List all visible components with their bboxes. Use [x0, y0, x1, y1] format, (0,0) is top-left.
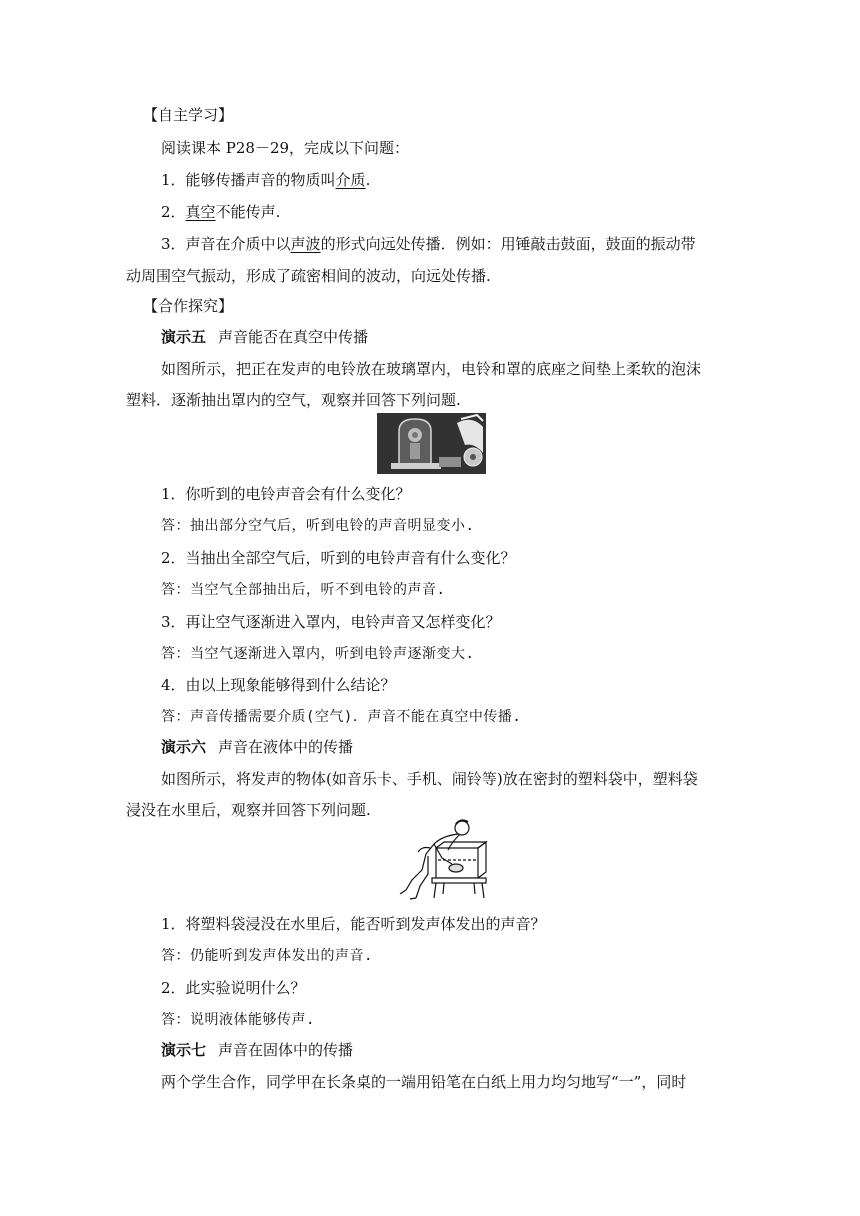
demo6-answer-2: 答：说明液体能够传声.	[161, 1012, 315, 1028]
demo6-answer-1: 答：仍能听到发声体发出的声音.	[161, 948, 373, 964]
demo5-answer-2: 答：当空气全部抽出后，听不到电铃的声音.	[161, 582, 446, 598]
self-study-intro: 阅读课本 P28－29，完成以下问题：	[161, 139, 410, 157]
answer-blank: 介质	[335, 171, 366, 189]
demo5-question-1: 1．你听到的电铃声音会有什么变化？	[161, 485, 411, 503]
self-study-heading: 【自主学习】	[143, 106, 234, 124]
demo7-title: 声音在固体中的传播	[218, 1041, 354, 1059]
demo6-desc-2: 浸没在水里后，观察并回答下列问题.	[126, 801, 371, 819]
question-text-end: .	[365, 171, 371, 189]
demo5-desc-1: 如图所示，把正在发声的电铃放在玻璃罩内，电铃和罩的底座之间垫上柔软的泡沫	[161, 360, 702, 378]
demo6-label: 演示六	[161, 738, 207, 756]
demo5-label: 演示五	[161, 328, 207, 346]
question-text-end: 不能传声.	[215, 203, 281, 221]
demo6-desc-1: 如图所示，将发声的物体(如音乐卡、手机、闹铃等)放在密封的塑料袋中，塑料袋	[161, 770, 698, 788]
self-study-question-3-cont: 动周围空气振动，形成了疏密相间的波动，向远处传播.	[126, 267, 491, 285]
water-tank-illustration	[398, 818, 490, 900]
demo7-heading	[161, 1040, 353, 1060]
bell-jar-photo	[377, 413, 486, 474]
demo5-answer-1: 答：抽出部分空气后，听到电铃的声音明显变小.	[161, 518, 475, 534]
demo5-answer-3: 答：当空气逐渐进入罩内，听到电铃声逐渐变大.	[161, 646, 475, 662]
question-text: 3．声音在介质中以	[161, 235, 291, 253]
demo5-answer-4: 答：声音传播需要介质(空气)．声音不能在真空中传播.	[161, 709, 522, 725]
coop-heading: 【合作探究】	[143, 297, 234, 315]
question-text-end: 的形式向远处传播．例如：用锤敲击鼓面，鼓面的振动带	[320, 235, 696, 253]
question-text: 1．能够传播声音的物质叫	[161, 171, 336, 189]
question-number: 2．	[161, 203, 186, 221]
demo6-question-1: 1．将塑料袋浸没在水里后，能否听到发声体发出的声音？	[161, 915, 546, 933]
answer-blank: 声波	[290, 235, 321, 253]
self-study-question-1	[161, 170, 370, 190]
demo5-question-2: 2．当抽出全部空气后，听到的电铃声音有什么变化？	[161, 549, 516, 567]
demo5-heading	[161, 327, 368, 347]
demo7-desc-1: 两个学生合作，同学甲在长条桌的一端用铅笔在白纸上用力均匀地写“一”，同时	[161, 1073, 687, 1091]
demo5-desc-2: 塑料．逐渐抽出罩内的空气，观察并回答下列问题.	[126, 391, 461, 409]
self-study-question-2	[161, 202, 280, 222]
demo5-question-4: 4．由以上现象能够得到什么结论？	[161, 676, 396, 694]
demo5-question-3: 3．再让空气逐渐进入罩内，电铃声音又怎样变化？	[161, 613, 501, 631]
demo7-label: 演示七	[161, 1041, 207, 1059]
demo6-heading	[161, 737, 353, 757]
self-study-question-3	[161, 234, 696, 254]
demo6-title: 声音在液体中的传播	[218, 738, 354, 756]
demo5-title: 声音能否在真空中传播	[218, 328, 369, 346]
demo6-question-2: 2．此实验说明什么？	[161, 979, 306, 997]
answer-blank: 真空	[185, 203, 216, 221]
